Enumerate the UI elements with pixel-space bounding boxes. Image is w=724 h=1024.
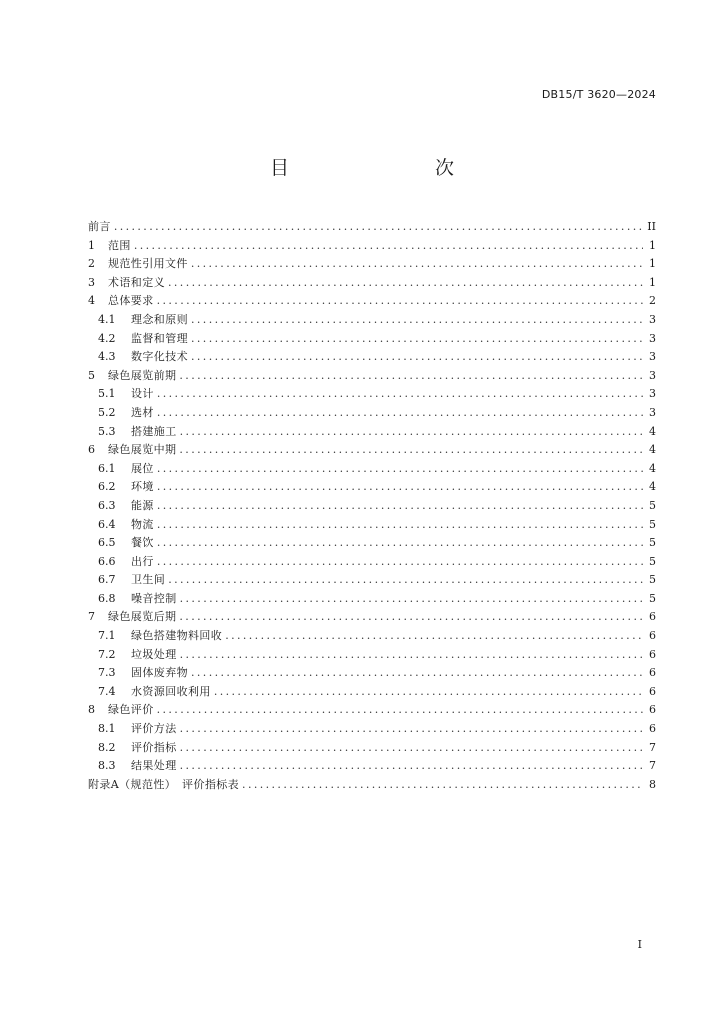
dot-leader bbox=[191, 664, 643, 683]
toc-entry[interactable] bbox=[88, 311, 656, 330]
toc-entry-number: 6.4 bbox=[98, 517, 116, 531]
toc-entry-number: 8 bbox=[88, 703, 95, 717]
toc-entry-number: 4 bbox=[88, 294, 95, 308]
dot-leader bbox=[191, 255, 643, 274]
dot-leader bbox=[157, 478, 643, 497]
dot-leader bbox=[225, 627, 643, 646]
dot-leader bbox=[180, 646, 643, 665]
toc-entry-label: 能源 bbox=[131, 498, 154, 512]
dot-leader bbox=[180, 757, 643, 776]
toc-entry-label: 绿色展览前期 bbox=[108, 368, 177, 382]
toc-entry[interactable] bbox=[88, 460, 656, 479]
toc-entry-number: 6.8 bbox=[98, 591, 116, 605]
toc-entry[interactable] bbox=[88, 423, 656, 442]
toc-entry[interactable] bbox=[88, 516, 656, 535]
toc-entry-number: 8.1 bbox=[98, 722, 116, 736]
toc-entry[interactable] bbox=[88, 701, 656, 720]
dot-leader bbox=[157, 292, 643, 311]
toc-entry-label: 垃圾处理 bbox=[131, 647, 177, 661]
toc-entry-number: 6.5 bbox=[98, 536, 116, 550]
toc-entry-label: 绿色展览中期 bbox=[108, 443, 177, 457]
toc-entry-number: 8.3 bbox=[98, 759, 116, 773]
toc-entry[interactable] bbox=[88, 553, 656, 572]
dot-leader bbox=[179, 441, 643, 460]
toc-entry-page: 4 bbox=[649, 480, 656, 494]
toc-entry-page: 5 bbox=[649, 554, 656, 568]
standard-code: DB15/T 3620—2024 bbox=[541, 88, 656, 101]
toc-entry[interactable] bbox=[88, 478, 656, 497]
toc-entry-page: 3 bbox=[649, 331, 656, 345]
toc-entry-label: 餐饮 bbox=[131, 536, 154, 550]
toc-entry[interactable] bbox=[88, 571, 656, 590]
toc-title: 目 次 bbox=[269, 157, 490, 179]
toc-entry-label: 理念和原则 bbox=[131, 312, 188, 326]
toc-entry[interactable] bbox=[88, 497, 656, 516]
toc-entry-page: 7 bbox=[649, 759, 656, 773]
toc-entry-page: 5 bbox=[649, 591, 656, 605]
toc-entry[interactable] bbox=[88, 590, 656, 609]
toc-entry-label: 评价方法 bbox=[131, 722, 177, 736]
toc-entry-number: 5 bbox=[88, 368, 95, 382]
toc-entry-label: 评价指标 bbox=[131, 740, 177, 754]
dot-leader bbox=[168, 274, 643, 293]
toc-entry-number: 6.7 bbox=[98, 573, 116, 587]
dot-leader bbox=[180, 590, 643, 609]
dot-leader bbox=[179, 608, 643, 627]
toc-entry-page: 6 bbox=[649, 610, 656, 624]
toc-entry-page: 3 bbox=[649, 368, 656, 382]
dot-leader bbox=[157, 516, 643, 535]
toc-entry[interactable] bbox=[88, 404, 656, 423]
toc-entry[interactable] bbox=[88, 292, 656, 311]
toc-entry-number: 4.1 bbox=[98, 312, 116, 326]
toc-entry-label: 搭建施工 bbox=[131, 424, 177, 438]
toc-entry[interactable] bbox=[88, 608, 656, 627]
toc-entry-label: 卫生间 bbox=[131, 573, 166, 587]
toc-entry-number: 5.1 bbox=[98, 387, 116, 401]
toc-entry-page: 7 bbox=[649, 740, 656, 754]
dot-leader bbox=[134, 237, 643, 256]
toc-entry[interactable] bbox=[88, 534, 656, 553]
toc-entry-page: 1 bbox=[649, 275, 656, 289]
toc-entry-label: 监督和管理 bbox=[131, 331, 188, 345]
toc-entry-label: 术语和定义 bbox=[108, 275, 165, 289]
toc-entry[interactable] bbox=[88, 627, 656, 646]
toc-entry[interactable] bbox=[88, 367, 656, 386]
dot-leader bbox=[191, 330, 643, 349]
dot-leader bbox=[157, 385, 643, 404]
toc-entry[interactable] bbox=[88, 385, 656, 404]
toc-entry-label: 物流 bbox=[131, 517, 154, 531]
toc-entry[interactable] bbox=[88, 776, 656, 795]
dot-leader bbox=[157, 497, 643, 516]
toc-entry-label: 噪音控制 bbox=[131, 591, 177, 605]
toc-entry-page: 6 bbox=[649, 629, 656, 643]
toc-entry-label: 环境 bbox=[131, 480, 154, 494]
toc-entry-number: 7.2 bbox=[98, 647, 116, 661]
dot-leader bbox=[191, 348, 643, 367]
toc-entry[interactable] bbox=[88, 274, 656, 293]
toc-entry[interactable] bbox=[88, 757, 656, 776]
toc-entry-label: 数字化技术 bbox=[131, 350, 188, 364]
toc-entry-label: 出行 bbox=[131, 554, 154, 568]
toc-entry[interactable] bbox=[88, 646, 656, 665]
toc-entry-number: 3 bbox=[88, 275, 95, 289]
toc-entry-number: 8.2 bbox=[98, 740, 116, 754]
toc-entry-page: 3 bbox=[649, 405, 656, 419]
toc-entry-number: 4.2 bbox=[98, 331, 116, 345]
toc-entry-page: 6 bbox=[649, 684, 656, 698]
toc-entry[interactable] bbox=[88, 218, 656, 237]
toc-entry-number: 7 bbox=[88, 610, 95, 624]
toc-entry-label: 展位 bbox=[131, 461, 154, 475]
toc-entry-label: 总体要求 bbox=[108, 294, 154, 308]
dot-leader bbox=[180, 739, 643, 758]
toc-entry-number: 6.1 bbox=[98, 461, 116, 475]
toc-entry-page: 6 bbox=[649, 666, 656, 680]
toc-entry-number: 4.3 bbox=[98, 350, 116, 364]
toc-entry-page: 5 bbox=[649, 517, 656, 531]
toc-entry-page: 5 bbox=[649, 573, 656, 587]
dot-leader bbox=[242, 776, 643, 795]
toc-entry-page: 2 bbox=[649, 294, 656, 308]
dot-leader bbox=[168, 571, 643, 590]
toc-entry[interactable] bbox=[88, 739, 656, 758]
toc-entry-page: 1 bbox=[649, 238, 656, 252]
toc-entry-page: 4 bbox=[649, 443, 656, 457]
toc-entry-page: 6 bbox=[649, 647, 656, 661]
toc-entry-label: 附录A（规范性） 评价指标表 bbox=[88, 777, 240, 791]
dot-leader bbox=[191, 311, 643, 330]
toc-entry[interactable] bbox=[88, 237, 656, 256]
toc-entry-page: 8 bbox=[649, 777, 656, 791]
toc-entry-label: 前言 bbox=[88, 220, 111, 233]
toc-entry-page: 3 bbox=[649, 387, 656, 401]
toc-entry-label: 设计 bbox=[131, 387, 154, 401]
dot-leader bbox=[180, 423, 643, 442]
toc-entry-page: 1 bbox=[649, 257, 656, 271]
toc-entry[interactable] bbox=[88, 255, 656, 274]
dot-leader bbox=[157, 460, 643, 479]
toc-entry[interactable] bbox=[88, 664, 656, 683]
toc-entry[interactable] bbox=[88, 441, 656, 460]
toc-entry-page: 4 bbox=[649, 461, 656, 475]
page-number: I bbox=[637, 938, 642, 951]
toc-entry-number: 6.2 bbox=[98, 480, 116, 494]
toc-entry-label: 固体废弃物 bbox=[131, 666, 188, 680]
toc-entry[interactable] bbox=[88, 330, 656, 349]
toc-entry-page: 6 bbox=[649, 703, 656, 717]
toc-entry-page: 5 bbox=[649, 536, 656, 550]
toc-entry-label: 范围 bbox=[108, 238, 131, 252]
dot-leader bbox=[214, 683, 643, 702]
toc-entry-number: 5.3 bbox=[98, 424, 116, 438]
toc-entry-label: 水资源回收利用 bbox=[131, 684, 211, 698]
toc-entry-number: 7.3 bbox=[98, 666, 116, 680]
toc-entry-number: 7.4 bbox=[98, 684, 116, 698]
toc-entry-page: 6 bbox=[649, 722, 656, 736]
toc-entry-label: 绿色评价 bbox=[108, 703, 154, 717]
toc-entry-label: 结果处理 bbox=[131, 759, 177, 773]
toc-entry-page: 5 bbox=[649, 498, 656, 512]
toc-entry-page: 4 bbox=[649, 424, 656, 438]
dot-leader bbox=[157, 404, 643, 423]
toc-entry-number: 1 bbox=[88, 238, 95, 252]
dot-leader bbox=[114, 218, 643, 237]
toc-entry-number: 5.2 bbox=[98, 405, 116, 419]
toc-entry[interactable] bbox=[88, 683, 656, 702]
toc-entry-label: 选材 bbox=[131, 405, 154, 419]
toc-entry-number: 6 bbox=[88, 443, 95, 457]
toc-entry-number: 2 bbox=[88, 257, 95, 271]
table-of-contents bbox=[88, 218, 656, 794]
toc-entry-label: 绿色展览后期 bbox=[108, 610, 177, 624]
dot-leader bbox=[157, 553, 643, 572]
toc-entry-page: II bbox=[647, 220, 656, 233]
toc-entry-number: 6.3 bbox=[98, 498, 116, 512]
toc-entry[interactable] bbox=[88, 348, 656, 367]
toc-entry-number: 6.6 bbox=[98, 554, 116, 568]
dot-leader bbox=[157, 534, 643, 553]
toc-entry-label: 绿色搭建物料回收 bbox=[131, 629, 223, 643]
toc-entry[interactable] bbox=[88, 720, 656, 739]
dot-leader bbox=[179, 367, 643, 386]
dot-leader bbox=[180, 720, 643, 739]
toc-entry-label: 规范性引用文件 bbox=[108, 257, 188, 271]
toc-entry-page: 3 bbox=[649, 350, 656, 364]
toc-entry-number: 7.1 bbox=[98, 629, 116, 643]
toc-entry-page: 3 bbox=[649, 312, 656, 326]
dot-leader bbox=[157, 701, 643, 720]
